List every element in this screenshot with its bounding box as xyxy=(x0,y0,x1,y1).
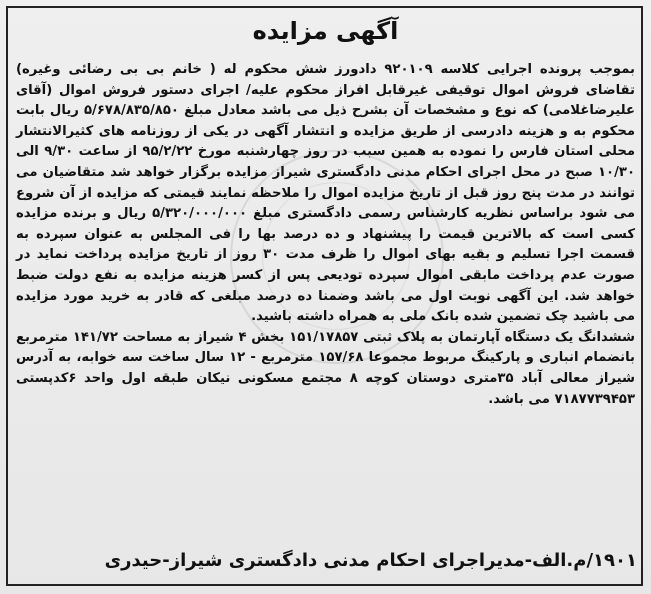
notice-paragraph-property: ششدانگ یک دستگاه آپارتمان به پلاک ثبتی ۱۵۱/۱۷۸۵۷ بخش ۴ شیراز به مساحت ۱۴۱/۷۲ مترمربع بانضمام انباری و پارکینگ مربوط مجموعا ۱۵۷/۶۸ مترمربع - ۱۲ سال ساخت سه خوابه، به آدرس شیراز معالی آباد ۳۵متری دوستان کوچه ۸ مجتمع مسکونی نیکان طبقه اول واحد ۶کدپستی ۷۱۸۷۷۳۹۴۵۳ می باشد. xyxy=(16,329,636,407)
notice-title: آگهی مزایده xyxy=(252,17,399,45)
notice-body xyxy=(16,60,635,410)
notice-footer-signature: ۱۹۰۱/م.الف-مدیراجرای احکام مدنی دادگستری شیراز-حیدری xyxy=(104,550,637,571)
notice-paragraph-main: بموجب پرونده اجرایی کلاسه ۹۲۰۱۰۹ دادورز شش محکوم له ( خانم بی بی رضائی وغیره) تقاضای فروش اموال توقیفی غیرقابل افراز محکوم علیه/ اجرای دستور فروش اموال (آقای علیرضاغلامی) که نوع و مشخصات آن بشرح ذیل می باشد معادل مبلغ ۵/۶۷۸/۸۳۵/۸۵۰ ریال بابت محکوم به و هزینه دادرسی از طریق مزایده و انتشار آگهی در یکی از روزنامه های کثیرالانتشار محلی استان فارس را نموده به همین سبب در روز چهارشنبه مورخ ۹۵/۲/۲۲ از ساعت ۹/۳۰ الی ۱۰/۳۰ صبح در محل اجرای احکام مدنی دادگستری شیراز مزایده برگزار خواهد شد متقاضیان می توانند در مدت پنج روز قبل از تاریخ مزایده اموال را ملاحظه نمایند قیمتی که مزایده از آن شروع می شود براساس نظریه کارشناس رسمی دادگستری مبلغ ۵/۳۲۰/۰۰۰/۰۰۰ ریال و برنده مزایده کسی است که بالاترین قیمت را پیشنهاد و ده درصد بها را فی المجلس به عنوان سپرده به قسمت اجرا تسلیم و بقیه بهای اموال را ظرف مدت ۳۰ روز از تاریخ مزایده پرداخت نماید در صورت عدم پرداخت مابقی اموال سپرده تودیعی پس از کسر هزینه مزایده به نفع دولت ضبط خواهد شد. این آگهی نوبت اول می باشد وضمنا ده درصد مبلغی که قادر به خرید مورد مزایده می باشید چک تضمین شده بانک ملی به همراه داشته باشید. xyxy=(16,62,636,325)
